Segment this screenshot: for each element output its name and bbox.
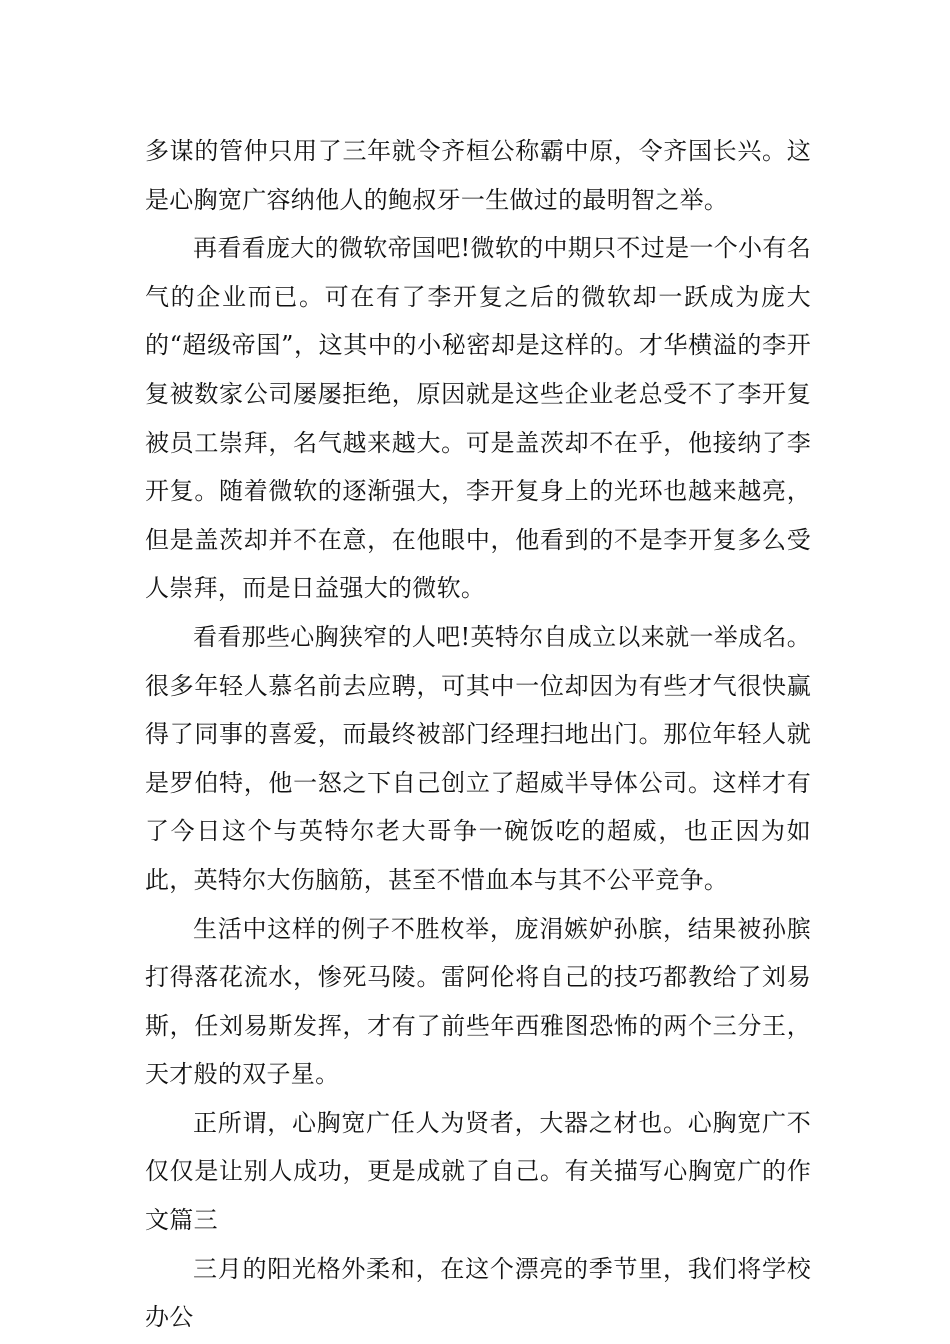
paragraph-6: 三月的阳光格外柔和，在这个漂亮的季节里，我们将学校办公 <box>145 1254 811 1332</box>
document-body <box>145 127 811 1342</box>
paragraph-4: 生活中这样的例子不胜枚举，庞涓嫉妒孙膑，结果被孙膑打得落花流水，惨死马陵。雷阿伦将自己的技巧都教给了刘易斯，任刘易斯发挥，才有了前些年西雅图恐怖的两个三分王，天才般的双子星。 <box>145 914 811 1089</box>
paragraph-1: 多谋的管仲只用了三年就令齐桓公称霸中原，令齐国长兴。这是心胸宽广容纳他人的鲍叔牙一生做过的最明智之举。 <box>145 137 811 214</box>
paragraph-2: 再看看庞大的微软帝国吧!微软的中期只不过是一个小有名气的企业而已。可在有了李开复之后的微软却一跃成为庞大的“超级帝国”，这其中的小秘密却是这样的。才华横溢的李开复被数家公司屡屡拒绝，原因就是这些企业老总受不了李开复被员工崇拜，名气越来越大。可是盖茨却不在乎，他接纳了李开复。随着微软的逐渐强大，李开复身上的光环也越来越亮，但是盖茨却并不在意，在他眼中，他看到的不是李开复多么受人崇拜，而是日益强大的微软。 <box>145 234 811 603</box>
paragraph-5: 正所谓，心胸宽广任人为贤者，大器之材也。心胸宽广不仅仅是让别人成功，更是成就了自己。有关描写心胸宽广的作文篇三 <box>145 1108 811 1235</box>
paragraph-3: 看看那些心胸狭窄的人吧!英特尔自成立以来就一举成名。很多年轻人慕名前去应聘，可其中一位却因为有些才气很快赢得了同事的喜爱，而最终被部门经理扫地出门。那位年轻人就是罗伯特，他一怒之下自己创立了超威半导体公司。这样才有了今日这个与英特尔老大哥争一碗饭吃的超威，也正因为如此，英特尔大伤脑筋，甚至不惜血本与其不公平竞争。 <box>145 622 811 894</box>
